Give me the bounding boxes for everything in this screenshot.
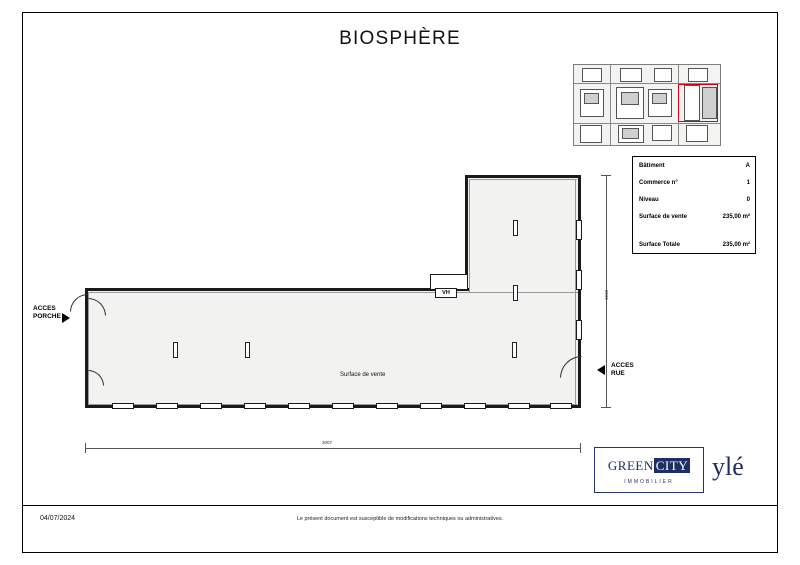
footer-date: 04/07/2024	[40, 515, 76, 522]
window	[576, 270, 582, 290]
wall-top-left	[85, 288, 469, 291]
floor-plan	[60, 160, 620, 450]
info-label: Surface Totale	[639, 241, 680, 248]
column	[513, 220, 518, 236]
table-row	[633, 157, 755, 174]
window	[464, 403, 486, 409]
vh-label: VH	[442, 290, 450, 296]
column	[512, 342, 517, 358]
greencity-logo	[594, 447, 704, 493]
plan-area-upper-wing	[466, 175, 580, 302]
access-porche-label	[33, 305, 61, 321]
window	[332, 403, 354, 409]
yle-logo: ylé	[712, 452, 744, 481]
window	[288, 403, 310, 409]
info-label: Commerce n°	[639, 179, 678, 186]
page-title: BIOSPHÈRE	[339, 28, 461, 49]
info-label: Niveau	[639, 196, 659, 203]
logo-green-text: GREEN	[607, 458, 654, 473]
room-label: Surface de vente	[340, 372, 386, 378]
wall-top-wing	[465, 175, 581, 178]
window	[576, 320, 582, 340]
column	[245, 342, 250, 358]
dimension-label-bottom: 3007	[322, 440, 333, 445]
info-value: 0	[746, 196, 750, 203]
info-label: Surface de vente	[639, 213, 688, 220]
info-value: 1	[746, 179, 750, 186]
footer-divider	[23, 505, 777, 506]
access-rue-line1: ACCES	[611, 362, 634, 369]
access-porche-line1: ACCES	[33, 305, 56, 312]
window	[200, 403, 222, 409]
door-swing-porche	[70, 294, 88, 312]
access-porche-line2: PORCHE	[33, 313, 61, 320]
access-rue-line2: RUE	[611, 370, 625, 377]
window	[550, 403, 572, 409]
column	[173, 342, 178, 358]
window	[112, 403, 134, 409]
table-spacer	[633, 225, 755, 236]
info-value: A	[745, 162, 750, 169]
info-label: Bâtiment	[639, 162, 665, 169]
window	[156, 403, 178, 409]
plan-area-main-hall	[85, 288, 580, 408]
arrow-left-icon	[597, 365, 605, 375]
access-rue-label	[611, 362, 634, 378]
dimension-label-right: 1618	[604, 289, 609, 300]
table-row	[633, 236, 755, 253]
site-plan-thumbnail-icon	[573, 64, 721, 146]
footer-disclaimer: Le présent document est susceptible de modifications techniques ou administratives.	[296, 516, 504, 522]
vh-label-box	[435, 288, 457, 298]
window	[576, 220, 582, 240]
info-value: 235,00 m²	[722, 213, 750, 220]
info-value: 235,00 m²	[722, 241, 750, 248]
info-table	[632, 156, 756, 254]
window	[420, 403, 442, 409]
arrow-right-icon	[62, 313, 70, 323]
table-row	[633, 208, 755, 225]
logo-sub-text: IMMOBILIER	[624, 479, 674, 485]
window	[376, 403, 398, 409]
dimension-line-bottom	[85, 448, 581, 449]
column	[513, 285, 518, 301]
table-row	[633, 174, 755, 191]
logo-city-text: CITY	[655, 458, 689, 473]
window	[508, 403, 530, 409]
table-row	[633, 191, 755, 208]
window	[244, 403, 266, 409]
